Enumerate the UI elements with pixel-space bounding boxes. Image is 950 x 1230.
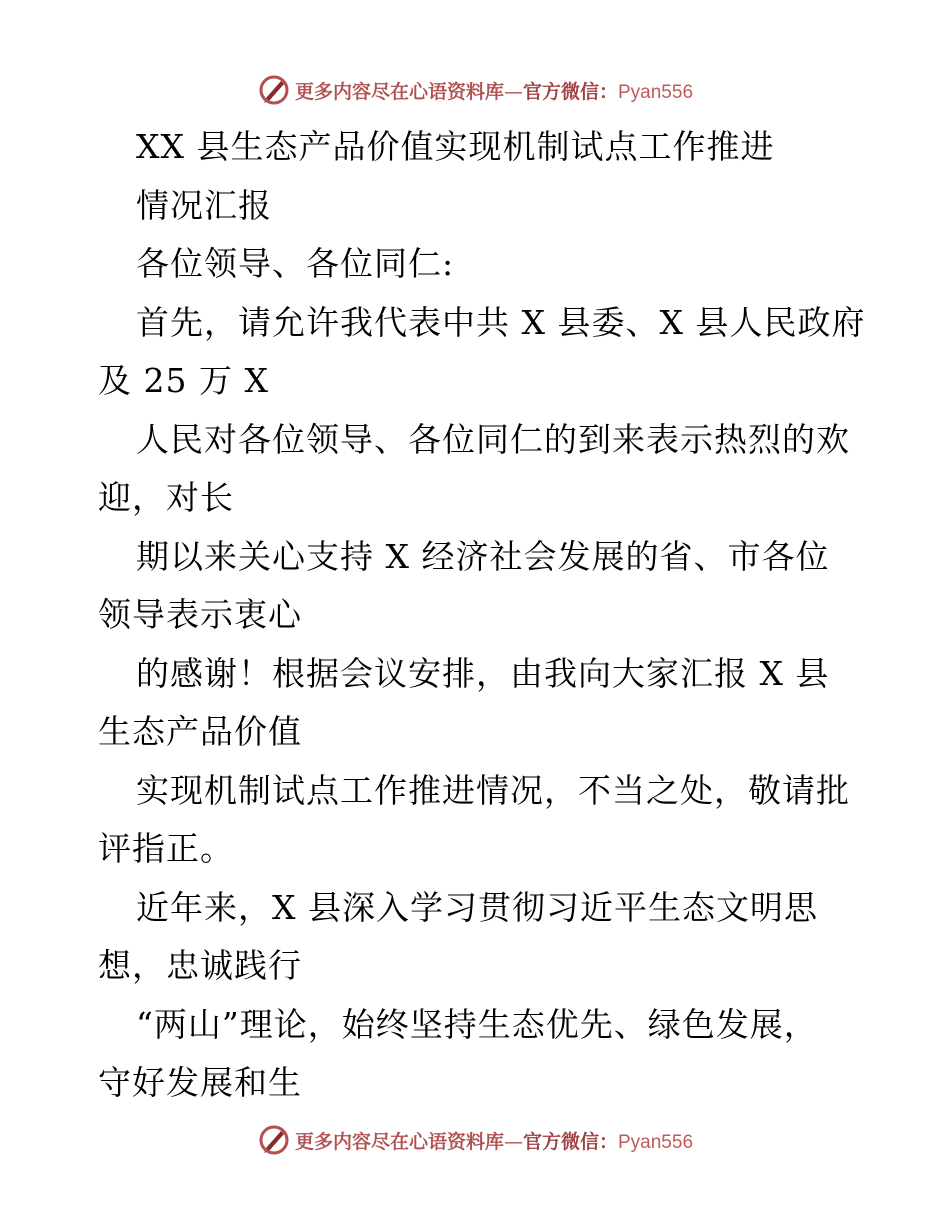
paragraph-line: 迎，对长	[98, 478, 234, 517]
watermark-main: 更多内容尽在心语资料库	[294, 1130, 504, 1153]
paragraph-line: 近年来，X 县深入学习贯彻习近平生态文明思	[136, 887, 818, 927]
watermark-footer	[0, 1120, 950, 1160]
title-line-2: 情况汇报	[136, 185, 272, 225]
paragraph-line: 实现机制试点工作推进情况，不当之处，敬请批	[136, 770, 850, 810]
paragraph-line: 期以来关心支持 X 经济社会发展的省、市各位	[136, 536, 830, 576]
paragraph-line: 想，忠诚践行	[98, 946, 302, 985]
pen-logo-icon	[257, 1123, 291, 1157]
watermark-wechat-label: 官方微信：	[522, 80, 618, 103]
watermark-header	[0, 70, 950, 110]
document-body	[98, 118, 866, 1113]
paragraph-line: 守好发展和生	[98, 1063, 302, 1102]
title-line-1: XX 县生态产品价值实现机制试点工作推进	[136, 127, 775, 166]
paragraph-line: 生态产品价值	[98, 712, 302, 751]
pen-logo-icon	[257, 73, 291, 107]
watermark-wechat-id: Pyan556	[618, 1131, 694, 1153]
paragraph-line: 及 25 万 X	[98, 361, 269, 400]
paragraph-line: 评指正。	[98, 829, 234, 868]
watermark-main: 更多内容尽在心语资料库	[294, 80, 504, 103]
watermark-dash: —	[503, 1130, 523, 1153]
paragraph-line: 人民对各位领导、各位同仁的到来表示热烈的欢	[136, 419, 850, 459]
paragraph-line: 的感谢！根据会议安排，由我向大家汇报 X 县	[136, 653, 830, 693]
watermark-wechat-id: Pyan556	[618, 81, 694, 103]
paragraph-line: 首先，请允许我代表中共 X 县委、X 县人民政府	[136, 302, 866, 342]
watermark-text	[295, 1127, 693, 1154]
watermark-dash: —	[503, 80, 523, 103]
paragraph-line: “两山”理论，始终坚持生态优先、绿色发展，	[136, 1004, 818, 1044]
greeting-line: 各位领导、各位同仁:	[136, 244, 455, 283]
watermark-wechat-label: 官方微信：	[522, 1130, 618, 1153]
watermark-text	[295, 77, 693, 104]
paragraph-line: 领导表示衷心	[98, 595, 302, 634]
